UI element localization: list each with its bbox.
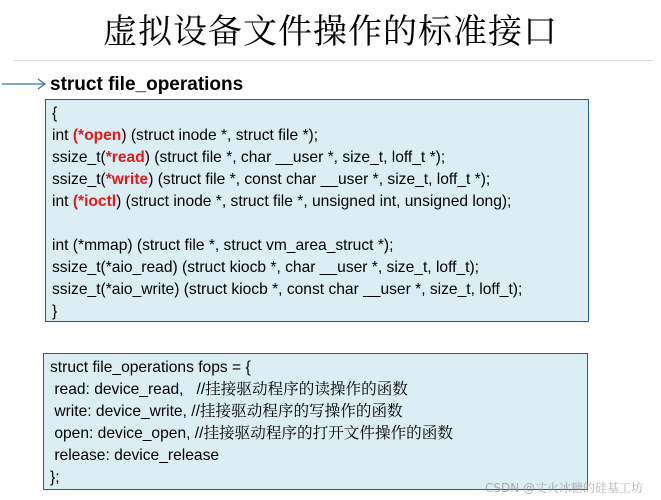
code-text: ) (struct file *, char __user *, size_t, loff_t *); (144, 149, 446, 166)
slide-title: 虚拟设备文件操作的标准接口 (103, 12, 558, 52)
fops-header: struct file_operations fops = { (50, 359, 251, 376)
struct-definition-box (45, 99, 589, 322)
fops-footer: }; (50, 469, 60, 486)
code-line-ioctl (52, 191, 588, 213)
code-text: ) (struct file *, const char __user *, size_t, loff_t *); (148, 171, 491, 188)
highlighted-member: (*open (72, 127, 122, 144)
code-line-read (52, 147, 588, 169)
code-text: ssize_t( (52, 149, 106, 166)
fops-instance-box (43, 353, 588, 490)
section-heading: struct file_operations (50, 74, 244, 95)
open-brace: { (52, 105, 58, 122)
code-line-open (52, 125, 588, 147)
code-text: ) (struct inode *, struct file *); (121, 127, 319, 144)
close-brace: } (52, 303, 58, 320)
code-text: int (52, 193, 73, 210)
code-line-aio-read: ssize_t(*aio_read) (struct kiocb *, char __user *, size_t, loff_t); (52, 259, 479, 276)
code-line-mmap: int (*mmap) (struct file *, struct vm_area_struct *); (52, 237, 394, 254)
highlighted-member: (*ioctl (72, 193, 117, 210)
fops-line-open: open: device_open, //挂接驱动程序的打开文件操作的函数 (50, 425, 453, 442)
fops-line-write: write: device_write, //挂接驱动程序的写操作的函数 (50, 403, 403, 420)
code-text: ssize_t( (52, 171, 106, 188)
watermark: CSDN @丈火冰糖的硅基工坊 (484, 481, 643, 495)
arrow-right-icon (2, 77, 48, 91)
title-divider (14, 60, 654, 61)
code-text: ) (struct inode *, struct file *, unsigned int, unsigned long); (116, 193, 512, 210)
code-line-write (52, 169, 588, 191)
fops-line-release: release: device_release (50, 447, 220, 464)
highlighted-member: *write (105, 171, 149, 188)
code-text: int (52, 127, 73, 144)
highlighted-member: *read (105, 149, 145, 166)
code-line-aio-write: ssize_t(*aio_write) (struct kiocb *, const char __user *, size_t, loff_t); (52, 281, 523, 298)
blank-line (52, 213, 588, 235)
fops-line-read: read: device_read, //挂接驱动程序的读操作的函数 (50, 381, 408, 398)
